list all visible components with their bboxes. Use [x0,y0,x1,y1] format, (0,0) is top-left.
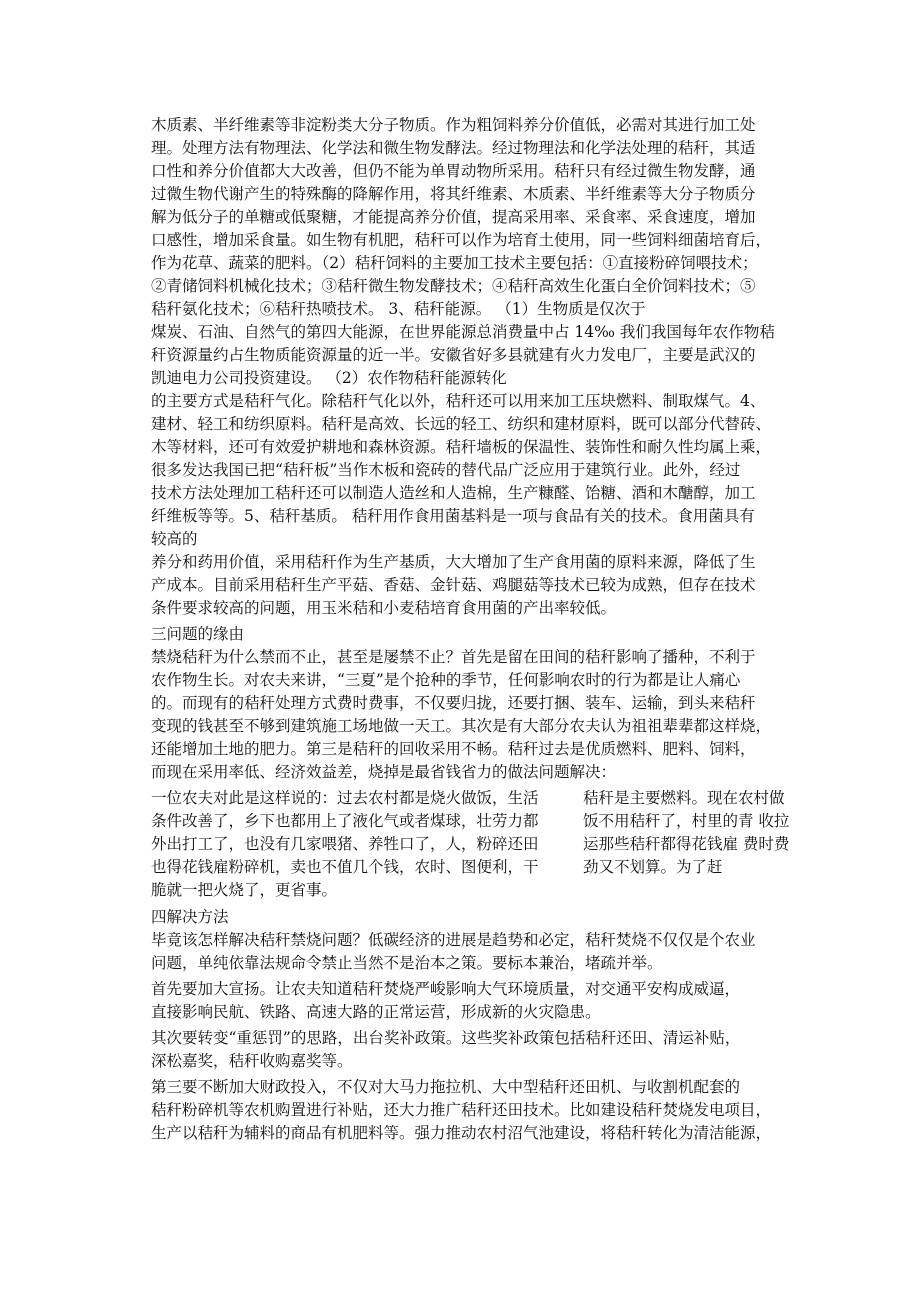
text-line: 秸秆粉碎机等农机购置进行补贴，还大力推广秸秆还田技术。比如建设秸秆焚烧发电项目， [151,1101,772,1119]
text-line: 禁烧秸秆为什么禁而不止，甚至是屡禁不止？首先是留在田间的秸秆影响了播种，不利于 [151,648,756,666]
text-line: 口性和养分价值都大大改善，但仍不能为单胃动物所采用。秸秆只有经过微生物发酵，通 [151,162,756,180]
text-line: 很多发达我国已把“秸秆板”当作木板和瓷砖的替代品广泛应用于建筑行业。此外，经过 [151,461,741,479]
section-heading: 四解决方法 [151,908,229,926]
text-line: 生产以秸秆为辅料的商品有机肥料等。强力推动农村沼气池建设，将秸秆转化为清洁能源， [151,1124,772,1142]
text-line: 木质素、半纤维素等非淀粉类大分子物质。作为粗饲料养分价值低，必需对其进行加工处 [151,116,756,134]
text-line: ②青储饲料机械化技术；③秸秆微生物发酵技术；④秸秆高效生化蛋白全价饲料技术；⑤ [151,277,756,295]
text-line: 条件要求较高的问题，用玉米秸和小麦秸培育食用菌的产出率较低。 [151,599,617,617]
right-column-line: 秸秆是主要燃料。现在农村做 [583,789,785,807]
text-line: 技术方法处理加工秸秆还可以制造人造丝和人造棉，生产糠醛、饴糖、酒和木醣醇，加工 [151,484,756,502]
section-heading: 三问题的缘由 [151,625,245,643]
text-line: 深松嘉奖，秸秆收购嘉奖等。 [151,1052,353,1070]
text-line: 直接影响民航、铁路、高速大路的正常运营，形成新的火灾隐患。 [151,1003,601,1021]
right-column-line: 运那些秸秆都得花钱雇 费时费 [583,835,790,853]
text-line: 首先要加大宣扬。让农夫知道秸秆焚烧严峻影响大气环境质量，对交通平安构成威逼， [151,980,741,998]
text-line: 秸秆氨化技术；⑥秸秆热喷技术。 3、秸秆能源。 （1）生物质是仅次于 [151,300,646,318]
text-line: 养分和药用价值，采用秸秆作为生产基质，大大增加了生产食用菌的原料来源，降低了生 [151,553,756,571]
text-line: 理。处理方法有物理法、化学法和微生物发酵法。经过物理法和化学法处理的秸秆，其适 [151,139,756,157]
text-line: 的主要方式是秸秆气化。除秸秆气化以外，秸秆还可以用来加工压块燃料、制取煤气。4、 [151,392,766,410]
text-line: 的。而现有的秸秆处理方式费时费事，不仅要归拢，还要打捆、装车、运输，到头来秸秆 [151,694,756,712]
right-column-line: 劲又不划算。为了赶 [583,858,723,876]
left-column-line: 外出打工了，也没有几家喂猪、养牲口了，人，粉碎还田 [151,835,539,853]
text-line: 作为花草、蔬菜的肥料。（2）秸秆饲料的主要加工技术主要包括：①直接粉碎饲喂技术； [151,254,758,272]
text-line: 第三要不断加大财政投入，不仅对大马力拖拉机、大中型秸秆还田机、与收割机配套的 [151,1078,741,1096]
text-line: 过微生物代谢产生的特殊酶的降解作用，将其纤维素、木质素、半纤维素等大分子物质分 [151,185,756,203]
text-line: 煤炭、石油、自然气的第四大能源，在世界能源总消费量中占 14‰ 我们我国每年农作物秸 [151,323,775,341]
left-column-line: 条件改善了，乡下也都用上了液化气或者煤球，壮劳力都 [151,812,539,830]
text-line: 还能增加土地的肥力。第三是秸秆的回收采用不畅。秸秆过去是优质燃料、肥料、饲料， [151,740,756,758]
right-column-line: 饭不用秸秆了，村里的青 收拉 [583,812,790,830]
text-line: 而现在采用率低、经济效益差，烧掉是最省钱省力的做法问题解决： [151,763,617,781]
text-line: 秆资源量约占生物质能资源量的近一半。安徽省好多县就建有火力发电厂，主要是武汉的 [151,346,756,364]
left-column-line: 脆就一把火烧了，更省事。 [151,881,338,899]
text-line: 毕竟该怎样解决秸秆禁烧问题？低碳经济的进展是趋势和必定，秸秆焚烧不仅仅是个农业 [151,931,756,949]
text-line: 木等材料，还可有效爱护耕地和森林资源。秸秆墙板的保温性、装饰性和耐久性均属上乘， [151,438,772,456]
left-column-line: 也得花钱雇粉碎机，卖也不值几个钱，农时、图便利，干 [151,858,539,876]
text-line: 解为低分子的单糖或低聚糖，才能提高养分价值，提高采用率、采食率、采食速度，增加 [151,208,756,226]
text-line: 变现的钱甚至不够到建筑施工场地做一天工。其次是有大部分农夫认为祖祖辈辈都这样烧， [151,717,772,735]
text-line: 口感性，增加采食量。如生物有机肥，秸秆可以作为培育土使用，同一些饲料细菌培育后， [151,231,772,249]
text-line: 问题，单纯依靠法规命令禁止当然不是治本之策。要标本兼治，堵疏并举。 [151,954,663,972]
text-line: 凯迪电力公司投资建设。 （2）农作物秸秆能源转化 [151,369,507,387]
text-line: 建材、轻工和纺织原料。秸秆是高效、长远的轻工、纺织和建材原料，既可以部分代替砖、 [151,415,772,433]
left-column-line: 一位农夫对此是这样说的：过去农村都是烧火做饭，生活 [151,789,539,807]
text-line: 较高的 [151,530,198,548]
text-line: 其次要转变“重惩罚”的思路，出台奖补政策。这些奖补政策包括秸秆还田、清运补贴， [151,1029,741,1047]
text-line: 纤维板等等。5、秸秆基质。 秸秆用作食用菌基料是一项与食品有关的技术。食用菌具有 [151,507,755,525]
text-line: 产成本。目前采用秸秆生产平菇、香菇、金针菇、鸡腿菇等技术已较为成熟，但存在技术 [151,576,756,594]
text-line: 农作物生长。对农夫来讲，“三夏”是个抢种的季节，任何影响农时的行为都是让人痛心 [151,671,741,689]
